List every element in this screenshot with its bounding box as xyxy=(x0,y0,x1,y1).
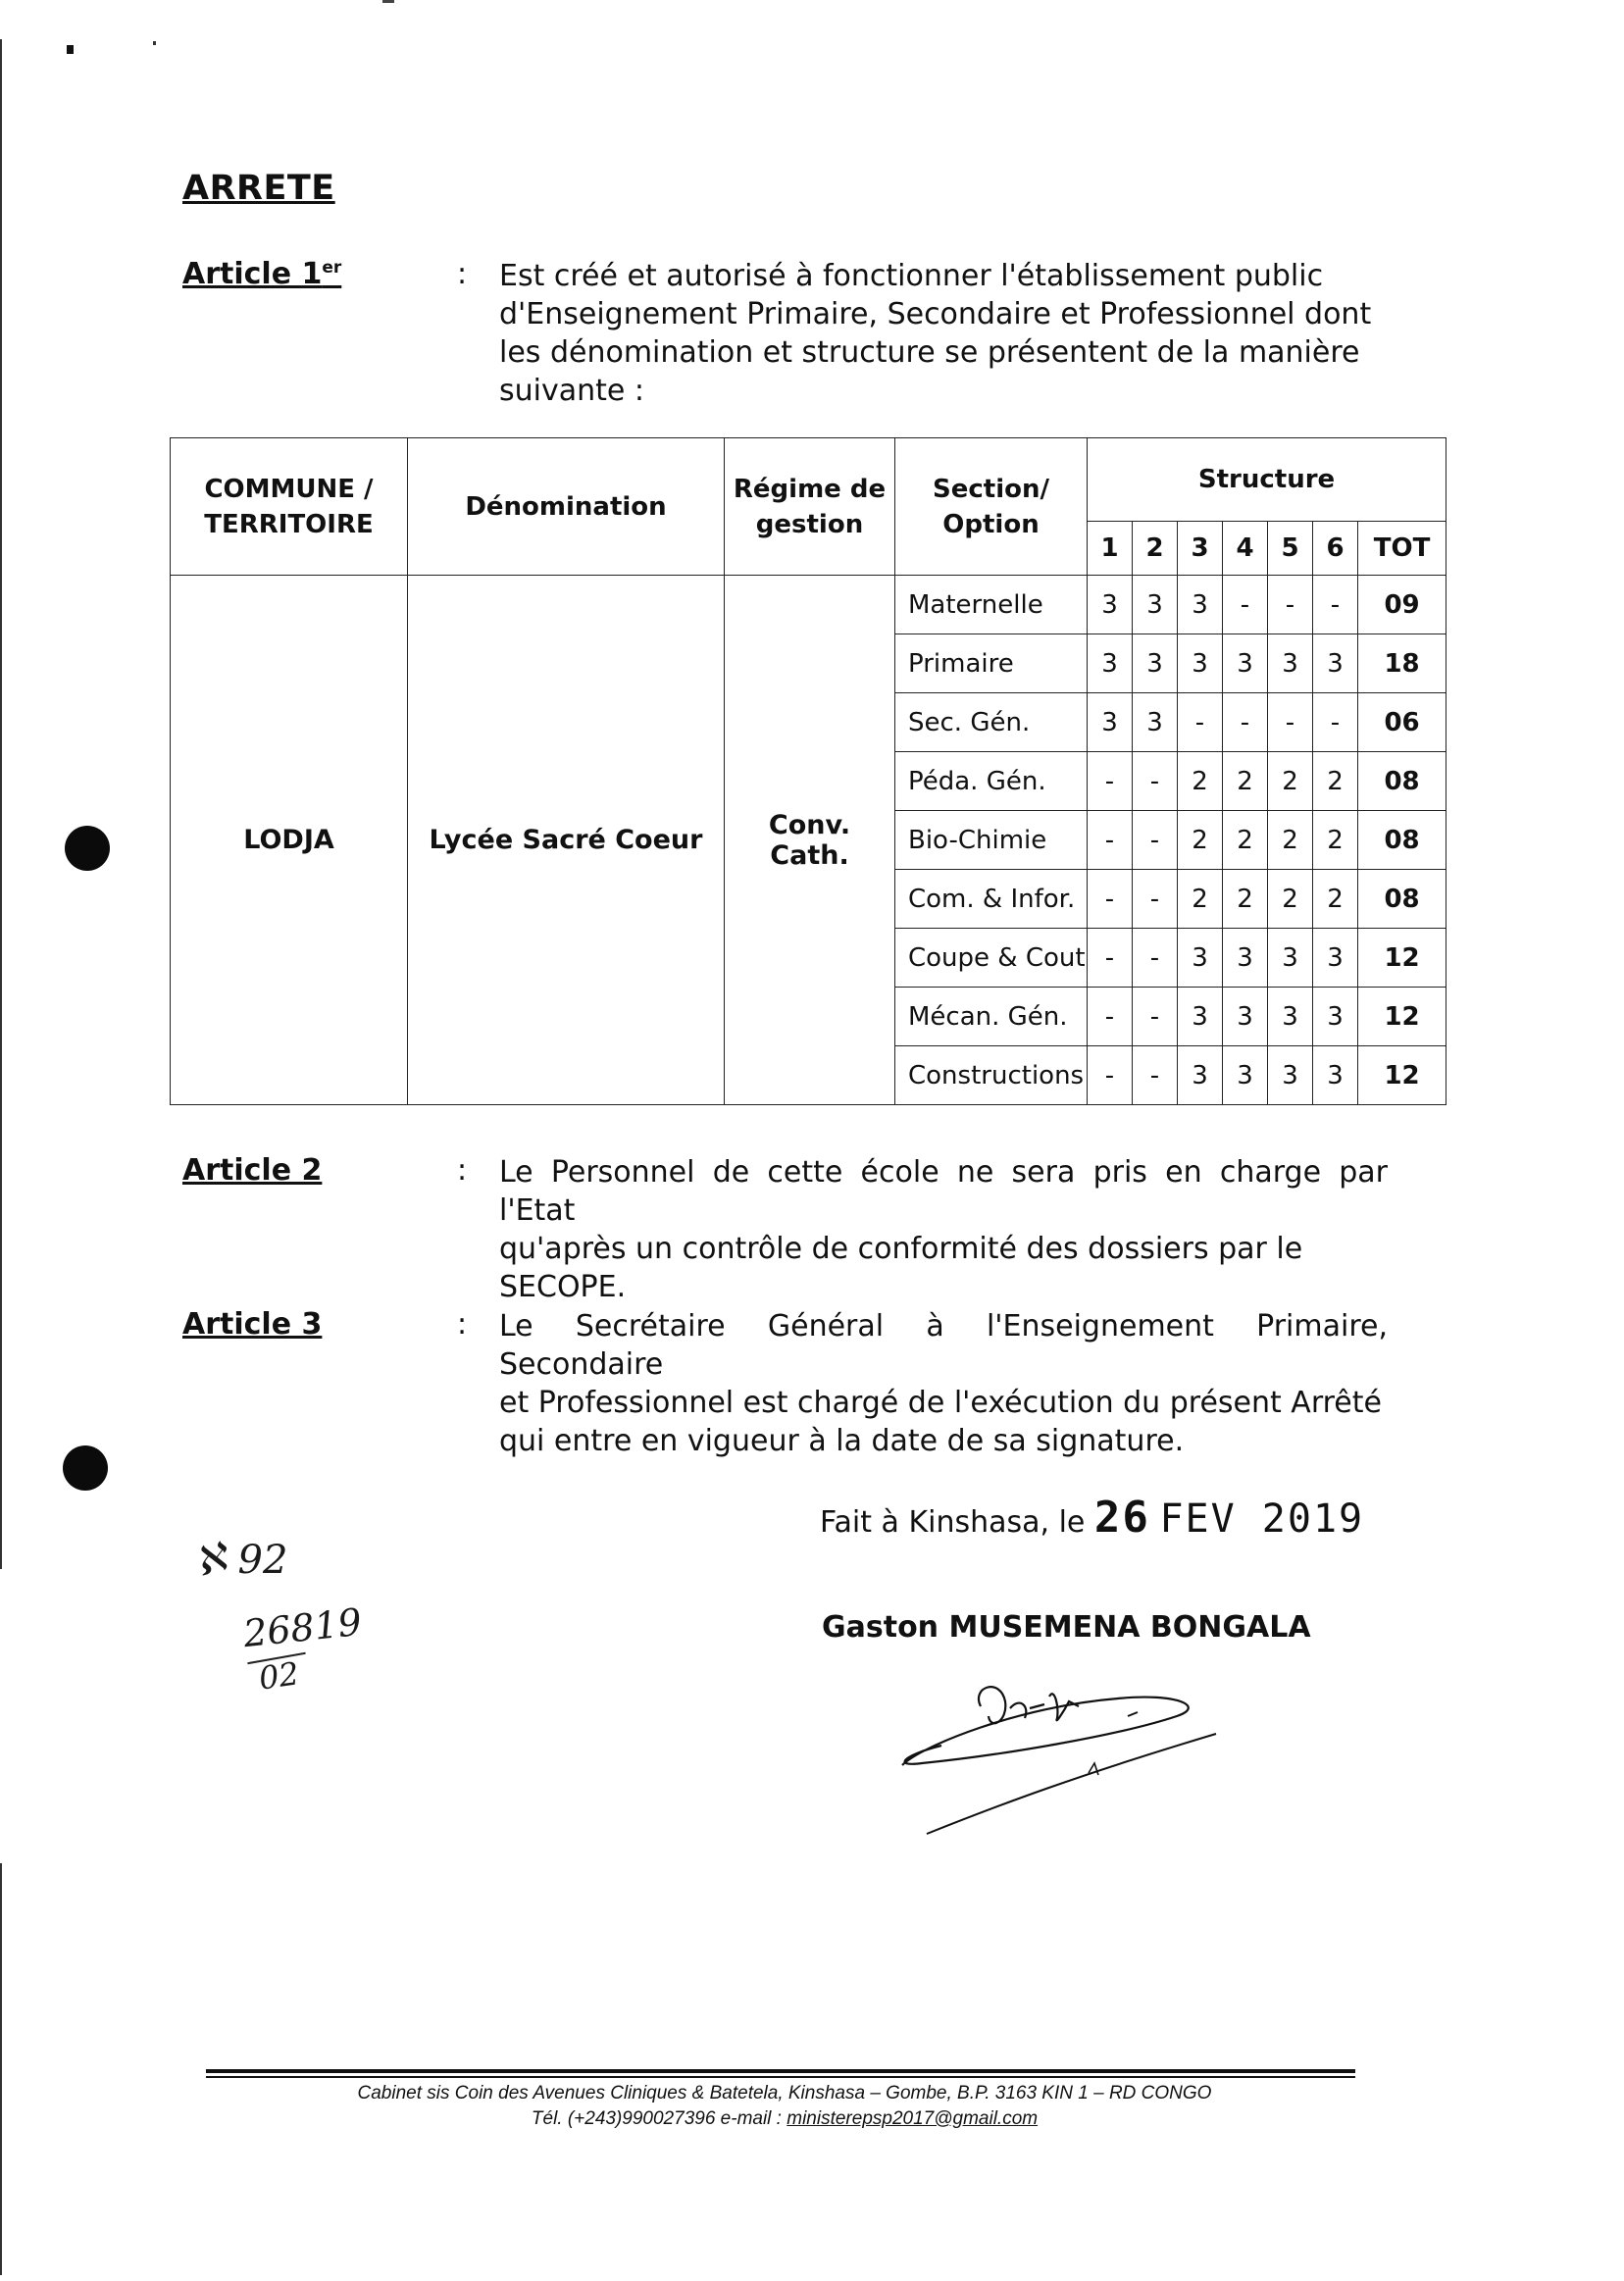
value-cell: - xyxy=(1178,693,1223,752)
value-cell: 2 xyxy=(1268,811,1313,870)
handwritten-annotation xyxy=(190,1534,288,1587)
article-3-label: Article 3 xyxy=(182,1307,323,1342)
value-cell: 3 xyxy=(1223,988,1268,1046)
value-cell: - xyxy=(1133,752,1178,811)
value-cell: - xyxy=(1133,870,1178,929)
value-cell: - xyxy=(1223,693,1268,752)
value-cell: 3 xyxy=(1223,929,1268,988)
header-structure: Structure xyxy=(1088,438,1446,522)
total-cell: 12 xyxy=(1358,988,1446,1046)
section-cell: Com. & Infor. xyxy=(895,870,1088,929)
commune-cell: LODJA xyxy=(171,576,408,1105)
handwritten-mark: ℵ xyxy=(190,1534,231,1587)
section-cell: Primaire xyxy=(895,634,1088,693)
article-1-line: Est créé et autorisé à fonctionner l'établissement public xyxy=(499,259,1324,293)
value-cell: - xyxy=(1133,811,1178,870)
article-1-colon: : xyxy=(457,257,468,291)
value-cell: 3 xyxy=(1133,634,1178,693)
footer-phone: Tél. (+243)990027396 e-mail : xyxy=(531,2108,787,2129)
article-2-colon: : xyxy=(457,1153,468,1188)
article-2-line: qu'après un contrôle de conformité des dossiers par le xyxy=(499,1232,1303,1266)
value-cell: - xyxy=(1133,988,1178,1046)
value-cell: 3 xyxy=(1268,929,1313,988)
handwritten-annotation: 02 xyxy=(256,1654,302,1698)
header-level: 4 xyxy=(1223,522,1268,576)
section-cell: Péda. Gén. xyxy=(895,752,1088,811)
footer-rule xyxy=(206,2069,1355,2073)
header-level: 2 xyxy=(1133,522,1178,576)
value-cell: - xyxy=(1133,1046,1178,1105)
total-cell: 18 xyxy=(1358,634,1446,693)
value-cell: - xyxy=(1268,693,1313,752)
value-cell: - xyxy=(1133,929,1178,988)
footer-address: Cabinet sis Coin des Avenues Cliniques & Batetela, Kinshasa – Gombe, B.P. 3163 KIN 1 – RD CONGO xyxy=(357,2083,1212,2104)
handwritten-annotation: 26819 xyxy=(241,1599,364,1656)
value-cell: - xyxy=(1088,1046,1133,1105)
value-cell: - xyxy=(1088,752,1133,811)
value-cell: 2 xyxy=(1313,752,1358,811)
value-cell: 2 xyxy=(1178,870,1223,929)
scan-speck xyxy=(382,0,394,3)
article-2-line: Le Personnel de cette école ne sera pris en charge par l'Etat xyxy=(499,1155,1388,1228)
value-cell: 3 xyxy=(1178,576,1223,634)
section-cell: Mécan. Gén. xyxy=(895,988,1088,1046)
value-cell: 2 xyxy=(1313,870,1358,929)
value-cell: 2 xyxy=(1178,811,1223,870)
scan-speck xyxy=(67,45,74,54)
footer-email-link[interactable]: ministerepsp2017@gmail.com xyxy=(787,2108,1039,2129)
value-cell: 3 xyxy=(1133,693,1178,752)
value-cell: 2 xyxy=(1178,752,1223,811)
fait-label: Fait à Kinshasa, le xyxy=(820,1505,1086,1540)
value-cell: 3 xyxy=(1223,634,1268,693)
section-cell: Bio-Chimie xyxy=(895,811,1088,870)
footer-contact xyxy=(196,2108,1373,2130)
value-cell: - xyxy=(1088,988,1133,1046)
denomination-cell: Lycée Sacré Coeur xyxy=(408,576,725,1105)
value-cell: 3 xyxy=(1268,634,1313,693)
handwritten-signature xyxy=(883,1647,1255,1844)
value-cell: 3 xyxy=(1313,1046,1358,1105)
date-stamp-rest: FEV 2019 xyxy=(1159,1496,1365,1542)
header-level-total: TOT xyxy=(1358,522,1446,576)
article-3-line: et Professionnel est chargé de l'exécution du présent Arrêté xyxy=(499,1386,1382,1420)
regime-cell: Conv. Cath. xyxy=(725,576,895,1105)
header-level: 6 xyxy=(1313,522,1358,576)
header-level: 5 xyxy=(1268,522,1313,576)
value-cell: 2 xyxy=(1268,752,1313,811)
date-line xyxy=(820,1493,1364,1543)
value-cell: 3 xyxy=(1178,929,1223,988)
article-1-text xyxy=(499,257,1388,410)
value-cell: - xyxy=(1313,576,1358,634)
header-commune: COMMUNE / TERRITOIRE xyxy=(171,438,408,576)
value-cell: 3 xyxy=(1313,634,1358,693)
value-cell: 2 xyxy=(1313,811,1358,870)
date-stamp-day: 26 xyxy=(1093,1493,1150,1543)
article-1-line: d'Enseignement Primaire, Secondaire et Professionnel dont xyxy=(499,297,1372,331)
value-cell: 3 xyxy=(1133,576,1178,634)
value-cell: 3 xyxy=(1268,988,1313,1046)
value-cell: - xyxy=(1223,576,1268,634)
punch-hole xyxy=(65,826,110,871)
article-2-label: Article 2 xyxy=(182,1153,323,1188)
article-3-line: qui entre en vigueur à la date de sa signature. xyxy=(499,1424,1185,1458)
total-cell: 12 xyxy=(1358,929,1446,988)
value-cell: 2 xyxy=(1223,870,1268,929)
signatory-name: Gaston MUSEMENA BONGALA xyxy=(822,1610,1311,1645)
punch-hole xyxy=(63,1445,108,1491)
value-cell: 3 xyxy=(1223,1046,1268,1105)
value-cell: 3 xyxy=(1313,929,1358,988)
header-section: Section/ Option xyxy=(895,438,1088,576)
article-1-label: Article 1er xyxy=(182,257,342,291)
document-title: ARRETE xyxy=(182,169,335,208)
handwritten-number: 92 xyxy=(237,1538,288,1583)
scan-speck xyxy=(153,41,156,45)
value-cell: 3 xyxy=(1088,576,1133,634)
article-2-text xyxy=(499,1153,1388,1306)
value-cell: 2 xyxy=(1268,870,1313,929)
value-cell: 3 xyxy=(1178,634,1223,693)
article-3-text xyxy=(499,1307,1388,1460)
total-cell: 09 xyxy=(1358,576,1446,634)
section-cell: Constructions xyxy=(895,1046,1088,1105)
total-cell: 12 xyxy=(1358,1046,1446,1105)
value-cell: 3 xyxy=(1178,988,1223,1046)
article-3-colon: : xyxy=(457,1307,468,1342)
section-cell: Sec. Gén. xyxy=(895,693,1088,752)
value-cell: - xyxy=(1088,811,1133,870)
scan-margin-line xyxy=(0,1863,2,2275)
total-cell: 06 xyxy=(1358,693,1446,752)
value-cell: - xyxy=(1268,576,1313,634)
header-regime: Régime de gestion xyxy=(725,438,895,576)
article-1-line: suivante : xyxy=(499,374,644,408)
value-cell: - xyxy=(1088,870,1133,929)
header-denomination: Dénomination xyxy=(408,438,725,576)
value-cell: - xyxy=(1088,929,1133,988)
value-cell: 2 xyxy=(1223,811,1268,870)
header-level: 1 xyxy=(1088,522,1133,576)
structure-table xyxy=(170,437,1446,1105)
article-3-line: Le Secrétaire Général à l'Enseignement Primaire, Secondaire xyxy=(499,1309,1388,1382)
table-row xyxy=(171,576,1446,634)
section-cell: Maternelle xyxy=(895,576,1088,634)
value-cell: 3 xyxy=(1088,634,1133,693)
article-1-line: les dénomination et structure se présentent de la manière xyxy=(499,335,1360,370)
value-cell: 3 xyxy=(1178,1046,1223,1105)
value-cell: 3 xyxy=(1313,988,1358,1046)
footer-rule xyxy=(206,2076,1355,2078)
value-cell: 3 xyxy=(1268,1046,1313,1105)
article-2-line: SECOPE. xyxy=(499,1270,627,1304)
scan-margin-line xyxy=(0,39,2,1569)
header-level: 3 xyxy=(1178,522,1223,576)
value-cell: 3 xyxy=(1088,693,1133,752)
section-cell: Coupe & Cout xyxy=(895,929,1088,988)
total-cell: 08 xyxy=(1358,811,1446,870)
total-cell: 08 xyxy=(1358,752,1446,811)
value-cell: - xyxy=(1313,693,1358,752)
value-cell: 2 xyxy=(1223,752,1268,811)
total-cell: 08 xyxy=(1358,870,1446,929)
